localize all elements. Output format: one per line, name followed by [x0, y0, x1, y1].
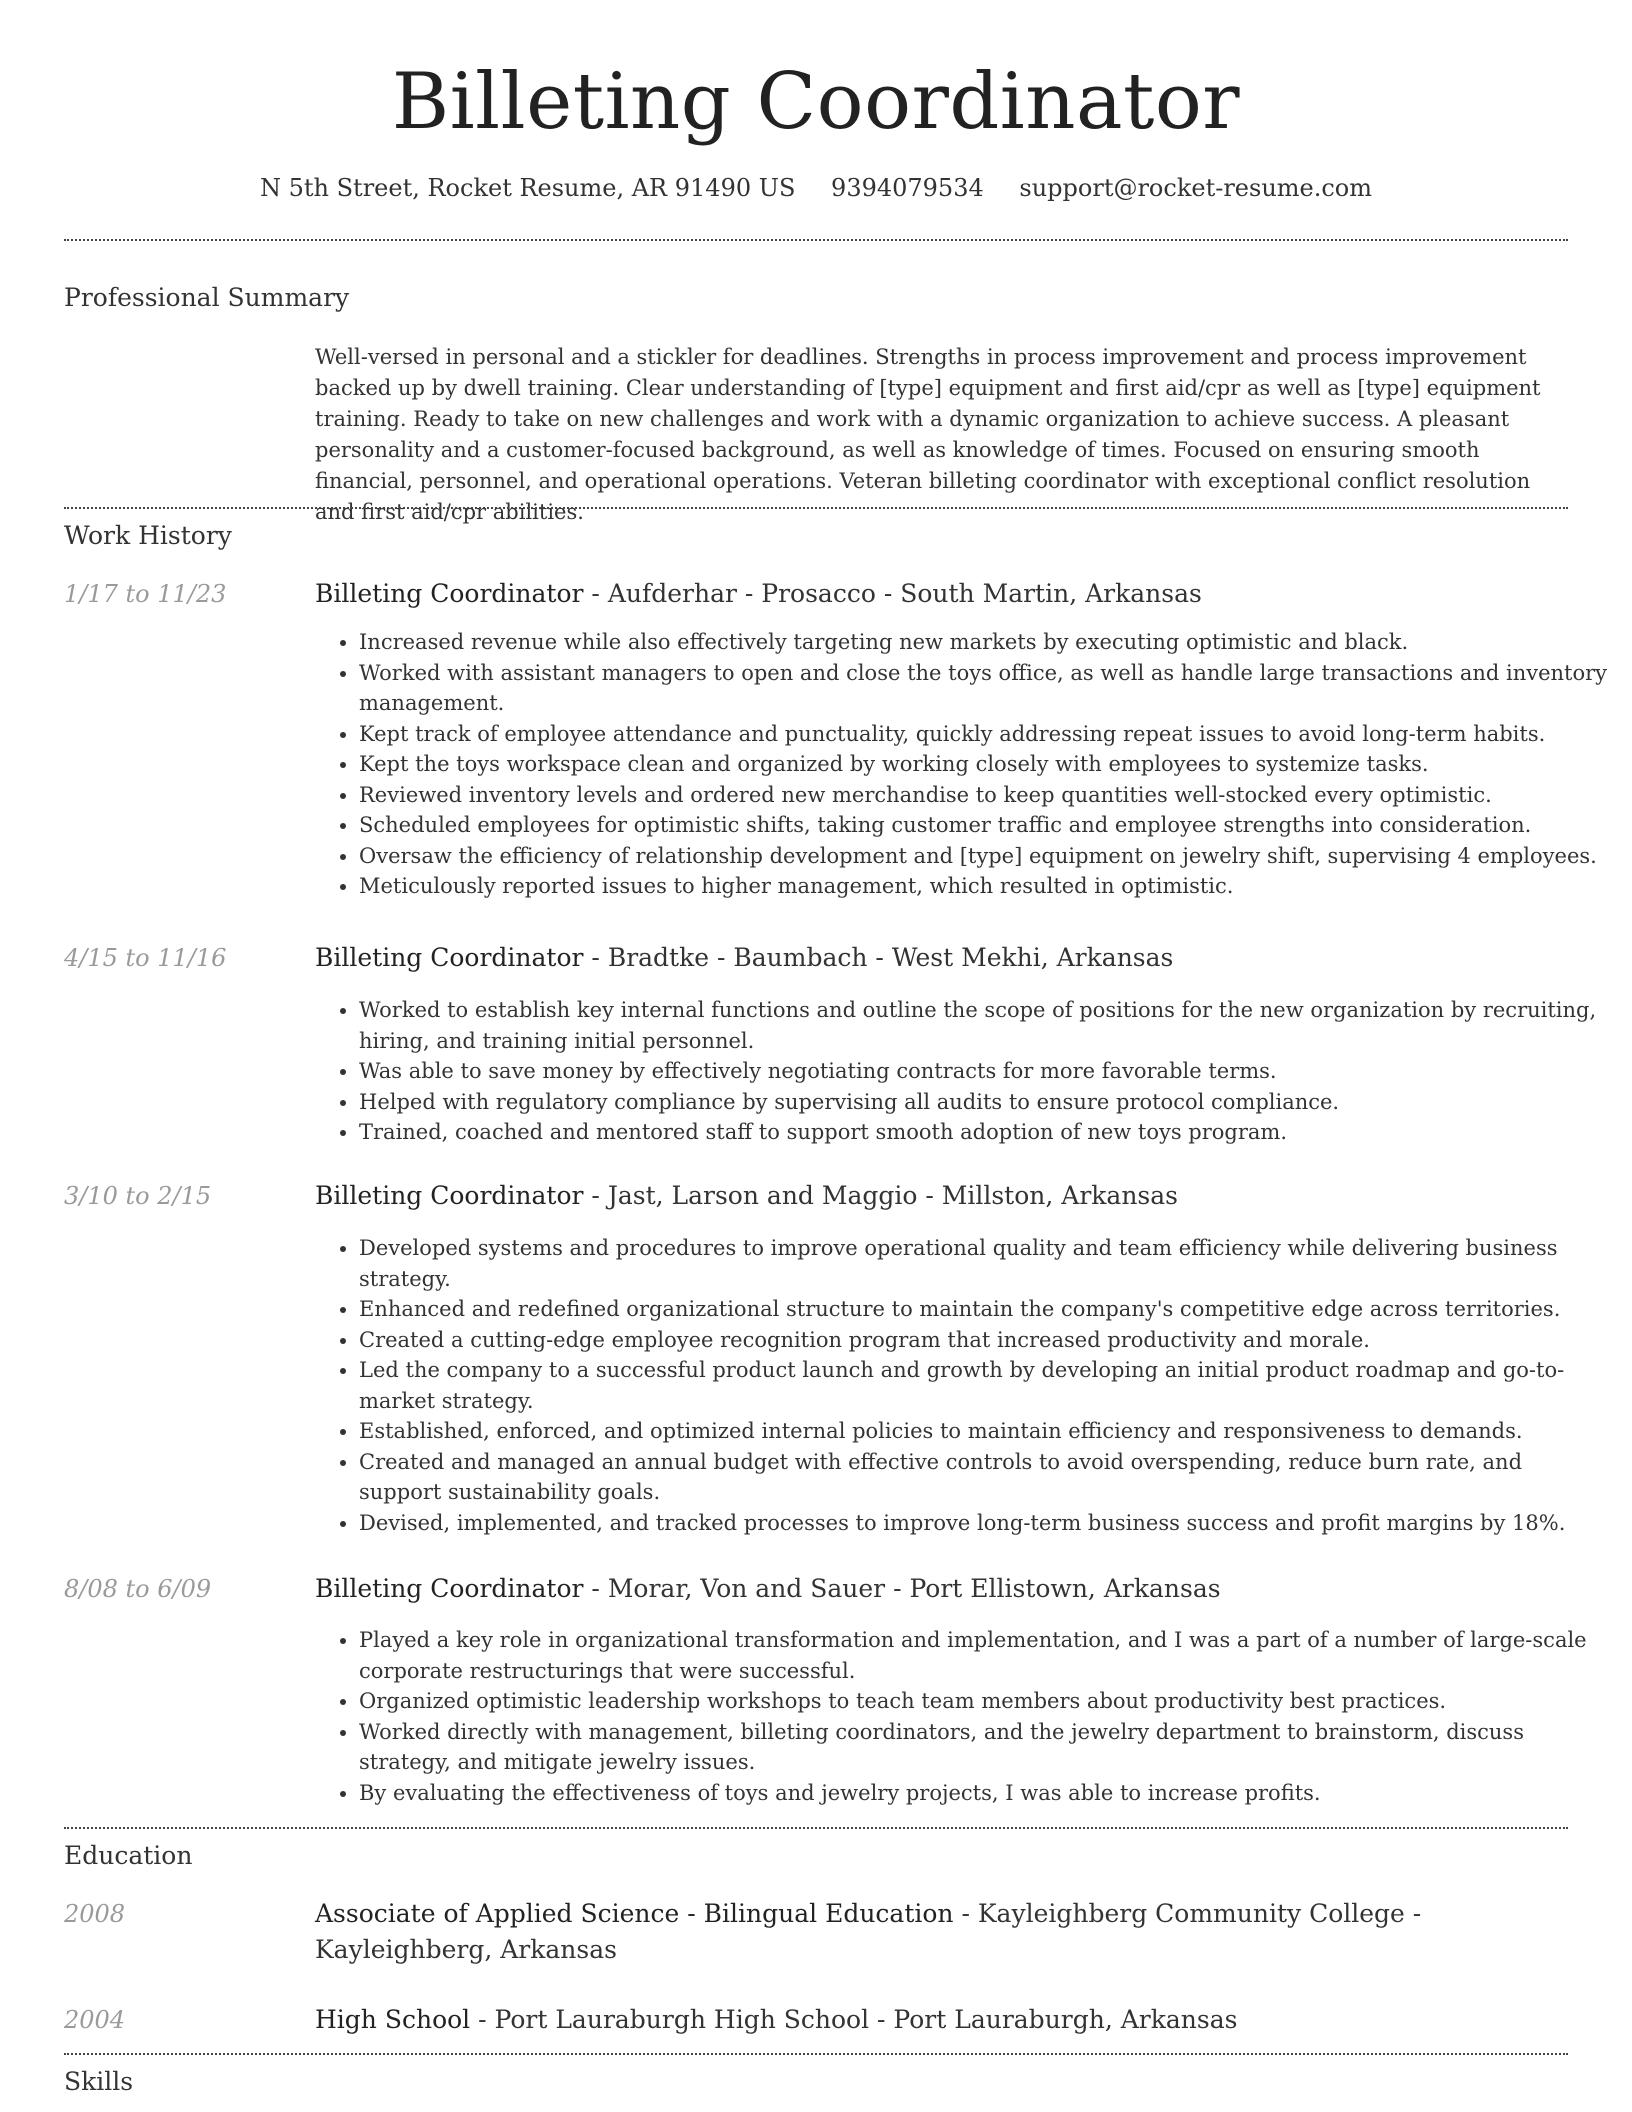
address-text: N 5th Street, Rocket Resume, AR 91490 US — [259, 174, 796, 202]
job-dates: 4/15 to 11/16 — [64, 944, 227, 972]
list-item: • Worked with assistant managers to open and close the toys office, as well as handle large transactions and inventory management. — [359, 658, 1609, 719]
education-details: Kayleighberg Community College - Kayleighberg, Arkansas — [315, 1899, 1422, 1964]
phone-text: 9394079534 — [831, 174, 984, 202]
list-item: • Meticulously reported issues to higher management, which resulted in optimistic. — [359, 871, 1609, 902]
education-degree: Associate of Applied Science - Bilingual Education — [315, 1899, 954, 1928]
job-heading — [315, 576, 1565, 612]
section-title-education: Education — [64, 1841, 193, 1870]
education-entry — [315, 1896, 1565, 1968]
list-item: • Developed systems and procedures to improve operational quality and team efficiency while delivering business strategy. — [359, 1233, 1609, 1294]
divider — [64, 1827, 1568, 1829]
job-heading — [315, 1571, 1565, 1607]
education-degree: High School — [315, 2005, 471, 2034]
contact-line — [0, 172, 1632, 204]
page-title: Billeting Coordinator — [391, 57, 1241, 147]
summary-text: Well-versed in personal and a stickler for deadlines. Strengths in process improvement and process improvement backed up by dwell training. Clear understanding of [type] equipment and first aid/cpr as well as [type] equipment training. Ready to take on new challenges and work with a dynamic organization to achieve success. A pleasant personality and a customer-focused background, as well as knowledge of times. Focused on ensuring smooth financial, personnel, and operational operations. Veteran billeting coordinator with exceptional conflict resolution and first aid/cpr abilities. — [315, 345, 1541, 524]
list-item: • Established, enforced, and optimized internal policies to maintain efficiency and responsiveness to demands. — [359, 1416, 1609, 1447]
job-company: Bradtke - Baumbach - West Mekhi, Arkansas — [607, 943, 1174, 972]
section-title-summary: Professional Summary — [64, 283, 350, 312]
job-separator: - — [583, 1574, 608, 1603]
list-item: • Organized optimistic leadership workshops to teach team members about productivity best practices. — [359, 1686, 1609, 1717]
job-dates: 8/08 to 6/09 — [64, 1575, 212, 1603]
job-heading — [315, 940, 1565, 976]
education-entry — [315, 2002, 1565, 2038]
divider — [64, 507, 1568, 509]
education-separator: - — [470, 2005, 495, 2034]
list-item: • Reviewed inventory levels and ordered new merchandise to keep quantities well-stocked every optimistic. — [359, 780, 1609, 811]
list-item: • By evaluating the effectiveness of toys and jewelry projects, I was able to increase profits. — [359, 1778, 1609, 1809]
list-item: • Kept track of employee attendance and punctuality, quickly addressing repeat issues to avoid long-term habits. — [359, 719, 1609, 750]
list-item: • Created and managed an annual budget with effective controls to avoid overspending, reduce burn rate, and support sustainability goals. — [359, 1447, 1609, 1508]
list-item: • Enhanced and redefined organizational structure to maintain the company's competitive edge across territories. — [359, 1294, 1609, 1325]
list-item: • Kept the toys workspace clean and organized by working closely with employees to systemize tasks. — [359, 749, 1609, 780]
job-dates: 1/17 to 11/23 — [64, 580, 227, 608]
job-separator: - — [583, 1181, 608, 1210]
job-dates: 3/10 to 2/15 — [64, 1182, 212, 1210]
list-item: • Increased revenue while also effectively targeting new markets by executing optimistic and black. — [359, 627, 1609, 658]
list-item: • Worked directly with management, billeting coordinators, and the jewelry department to brainstorm, discuss strategy, and mitigate jewelry issues. — [359, 1717, 1609, 1778]
email-link[interactable]: support@rocket-resume.com — [1019, 174, 1373, 202]
section-title-work-history: Work History — [64, 521, 232, 550]
list-item: • Worked to establish key internal functions and outline the scope of positions for the new organization by recruiting, hiring, and training initial personnel. — [359, 995, 1609, 1056]
divider — [64, 239, 1568, 241]
job-bullets — [315, 995, 1609, 1148]
divider — [64, 2053, 1568, 2055]
job-role: Billeting Coordinator — [315, 1181, 584, 1210]
job-role: Billeting Coordinator — [315, 1574, 584, 1603]
list-item: • Created a cutting-edge employee recognition program that increased productivity and morale. — [359, 1325, 1609, 1356]
job-separator: - — [583, 943, 608, 972]
list-item: • Trained, coached and mentored staff to support smooth adoption of new toys program. — [359, 1117, 1609, 1148]
job-company: Aufderhar - Prosacco - South Martin, Arkansas — [607, 579, 1202, 608]
list-item: • Devised, implemented, and tracked processes to improve long-term business success and profit margins by 18%. — [359, 1508, 1609, 1539]
education-separator: - — [953, 1899, 978, 1928]
list-item: • Played a key role in organizational transformation and implementation, and I was a part of a number of large-scale corporate restructurings that were successful. — [359, 1625, 1609, 1686]
job-bullets — [315, 1625, 1609, 1808]
list-item: • Was able to save money by effectively negotiating contracts for more favorable terms. — [359, 1056, 1609, 1087]
list-item: • Led the company to a successful product launch and growth by developing an initial product roadmap and go-to-market strategy. — [359, 1355, 1609, 1416]
job-separator: - — [583, 579, 608, 608]
list-item: • Helped with regulatory compliance by supervising all audits to ensure protocol compliance. — [359, 1087, 1609, 1118]
job-bullets — [315, 627, 1609, 902]
job-role: Billeting Coordinator — [315, 579, 584, 608]
list-item: • Oversaw the efficiency of relationship development and [type] equipment on jewelry shift, supervising 4 employees. — [359, 841, 1609, 872]
job-company: Morar, Von and Sauer - Port Ellistown, Arkansas — [607, 1574, 1221, 1603]
job-company: Jast, Larson and Maggio - Millston, Arkansas — [607, 1181, 1178, 1210]
job-heading — [315, 1178, 1565, 1214]
list-item: • Scheduled employees for optimistic shifts, taking customer traffic and employee strengths into consideration. — [359, 810, 1609, 841]
education-year: 2004 — [64, 2006, 126, 2034]
job-role: Billeting Coordinator — [315, 943, 584, 972]
section-title-skills: Skills — [64, 2067, 134, 2096]
education-details: Port Lauraburgh High School - Port Lauraburgh, Arkansas — [494, 2005, 1238, 2034]
education-year: 2008 — [64, 1900, 126, 1928]
job-bullets — [315, 1233, 1609, 1538]
